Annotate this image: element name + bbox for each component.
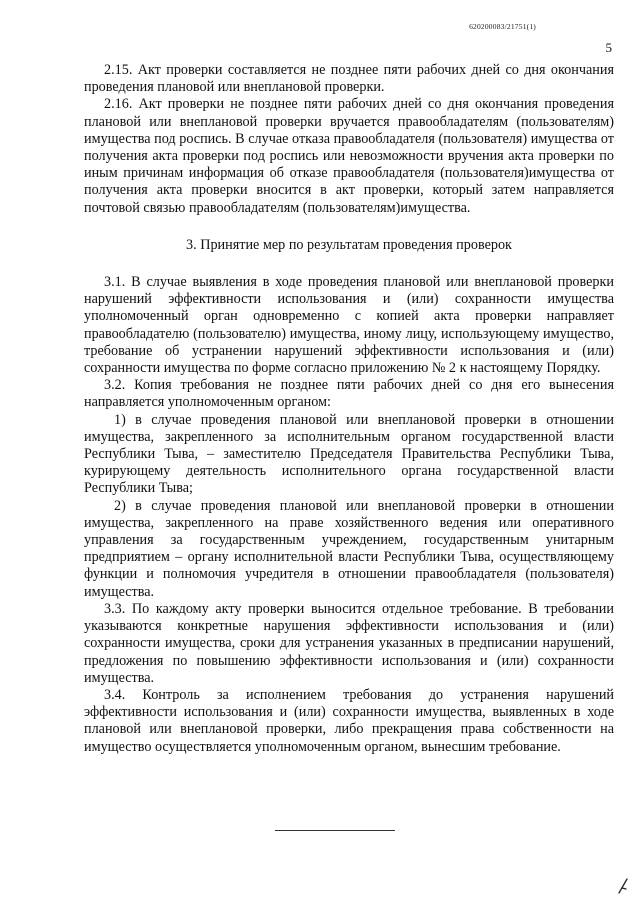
document-id: 620200083/21751(1) <box>469 22 536 31</box>
paragraph-2-16: 2.16. Акт проверки не позднее пяти рабочих дней со дня окончания проведения плановой или внеплановой проверки вручается правообладателям (пользователям) имущества под роспись. В случае отказа правообладателя (пользователя) имущества от получения акта проверки под роспись или невозможности вручения акта проверки по иным причинам информация об отказе правообладателя (пользователя)имущества от получения акта проверки вносится в акт проверки, который затем направляется почтовой связью правообладателям (пользователям)имущества. <box>84 96 614 216</box>
document-body <box>84 62 614 756</box>
end-divider <box>275 830 395 831</box>
paragraph-3-4: 3.4. Контроль за исполнением требования до устранения нарушений эффективности использования и (или) сохранности имущества, выявленных в ходе плановой или внеплановой проверки, либо прекращения права собственности на имущество осуществляется уполномоченным органом, вынесшим требование. <box>84 686 614 755</box>
section-3-heading: 3. Принятие мер по результатам проведения проверок <box>186 236 512 253</box>
page-number: 5 <box>605 40 612 55</box>
paragraph-3-2-item-2: 2) в случае проведения плановой или внеплановой проверки в отношении имущества, закрепленного на праве хозяйственного ведения или оперативного управления за государственным учреждением, государственным унитарным предприятием – органу исполнительной власти Республики Тыва, осуществляющему функции и полномочия учредителя в отношении правообладателя (пользователя) имущества. <box>84 497 614 600</box>
paragraph-3-2-item-1: 1) в случае проведения плановой или внеплановой проверки в отношении имущества, закрепленного за исполнительным органом государственной власти Республики Тыва, – заместителю Председателя Правительства Республики Тыва, курирующему деятельность исполнительного органа государственной власти Республики Тыва; <box>84 411 614 497</box>
paragraph-3-2: 3.2. Копия требования не позднее пяти рабочих дней со дня его вынесения направляется уполномоченным органом: <box>84 377 614 411</box>
paragraph-3-3: 3.3. По каждому акту проверки выносится отдельное требование. В требовании указываются конкретные нарушения эффективности использования и (или) сохранности имущества, сроки для устранения указанных в предписании нарушений, предложения по повышению эффективности использования и (или) сохранности имущества. <box>84 600 614 686</box>
paragraph-2-15: 2.15. Акт проверки составляется не позднее пяти рабочих дней со дня окончания проведения плановой или внеплановой проверки. <box>84 62 614 96</box>
paragraph-3-1: 3.1. В случае выявления в ходе проведения плановой или внеплановой проверки нарушений эффективности использования и (или) сохранности имущества уполномоченный орган одновременно с копией акта проверки направляет правообладателю (пользователю) имущества, иному лицу, использующему имущество, требование об устранении нарушений эффективности использования и (или) сохранности имущества по форме согласно приложению № 2 к настоящему Порядку. <box>84 274 614 377</box>
handwritten-mark-icon <box>616 877 630 895</box>
